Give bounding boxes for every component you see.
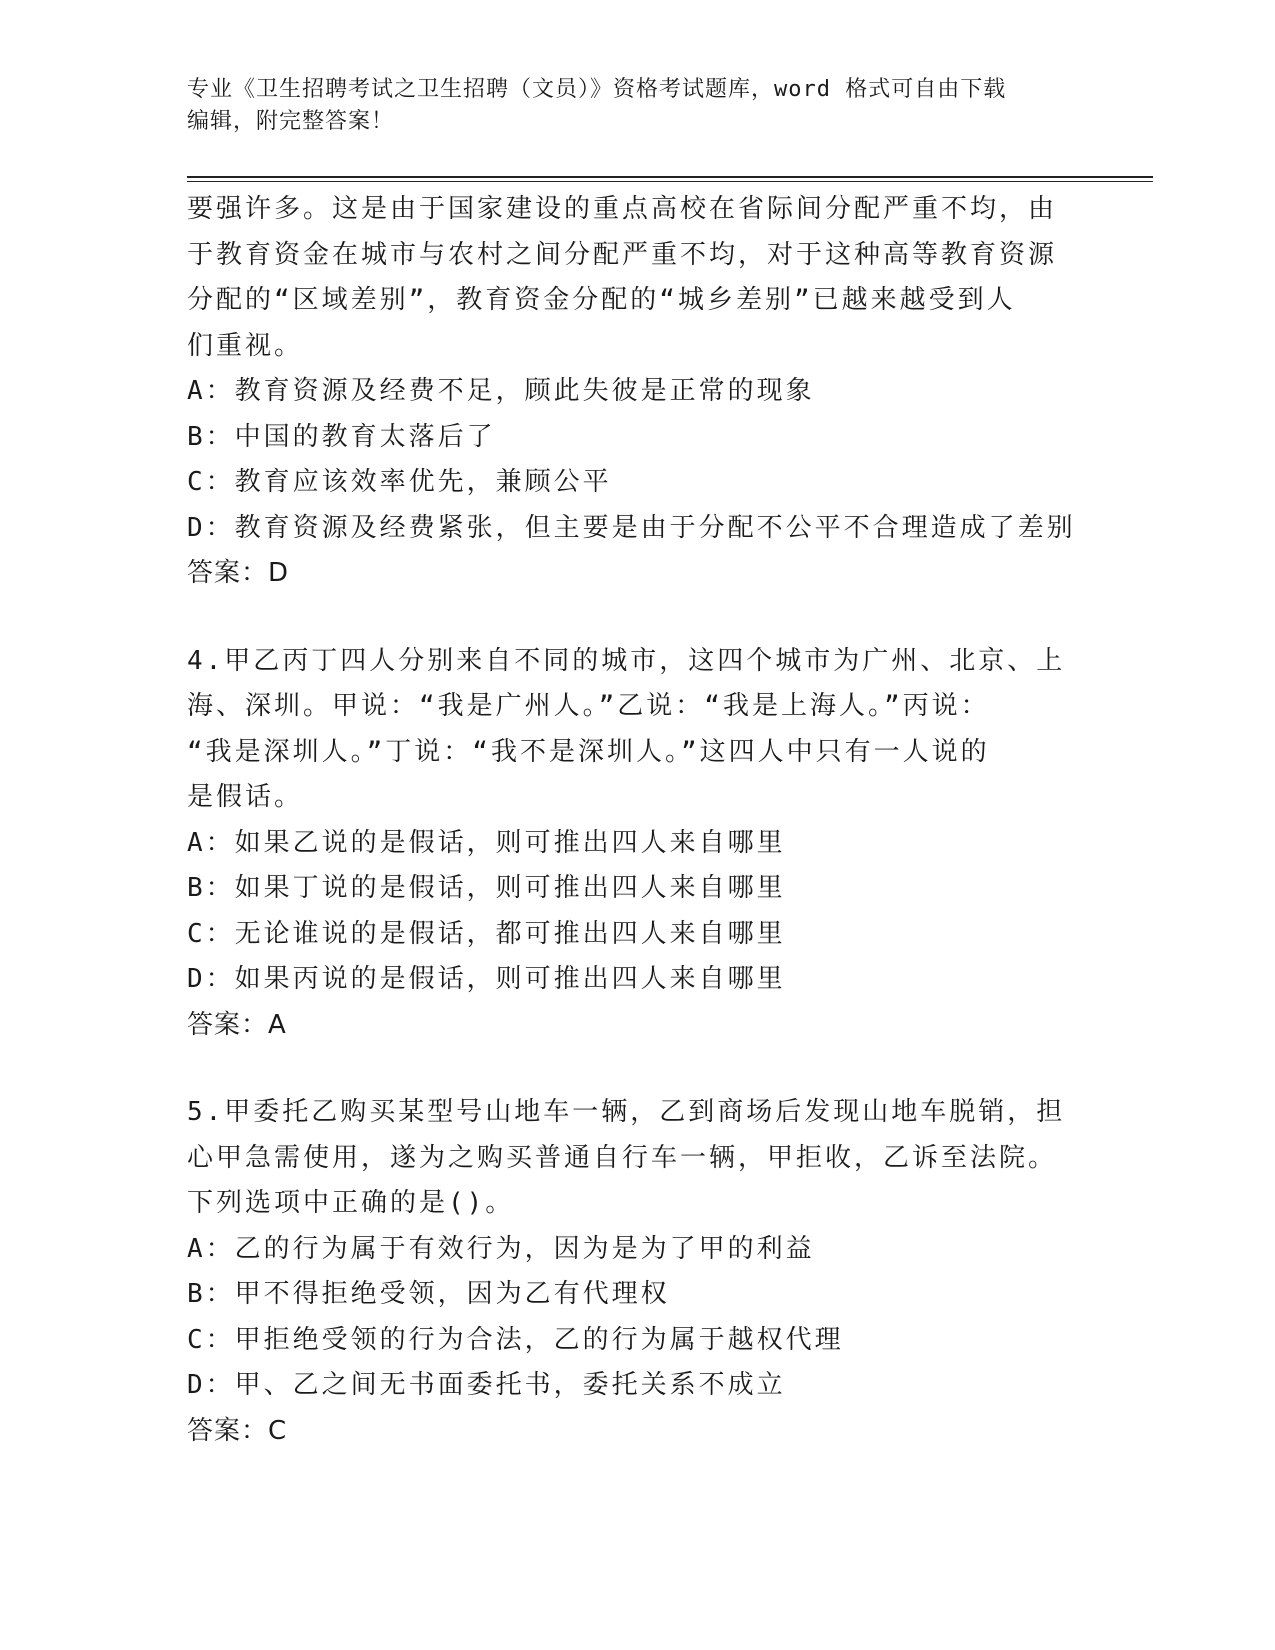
option-c: C：无论谁说的是假话，都可推出四人来自哪里 [187, 918, 786, 949]
spacer [187, 1048, 1067, 1090]
header-divider [187, 176, 1153, 182]
question-stem-line: 海、深圳。甲说：“我是广州人。”乙说：“我是上海人。”丙说： [187, 691, 990, 721]
header-line: 专业《卫生招聘考试之卫生招聘（文员）》资格考试题库，word 格式可自由下载 [187, 77, 1007, 102]
question-stem-line: 要强许多。这是由于国家建设的重点高校在省际间分配严重不均，由 [187, 194, 1058, 224]
question-stem-line: 是假话。 [187, 782, 304, 812]
header-line: 编辑，附完整答案！ [187, 109, 395, 134]
answer-label: 答案：D [187, 558, 290, 588]
option-d: D：教育资源及经费紧张，但主要是由于分配不公平不合理造成了差别 [187, 512, 1076, 543]
question-block [187, 1090, 1067, 1454]
option-a: A：教育资源及经费不足，顾此失彼是正常的现象 [187, 376, 815, 406]
answer-label: 答案：A [187, 1009, 287, 1040]
option-a: A：如果乙说的是假话，则可推出四人来自哪里 [187, 827, 786, 858]
question-block [187, 639, 1067, 1049]
question-stem-line: 们重视。 [187, 330, 304, 361]
option-c: C：教育应该效率优先，兼顾公平 [187, 467, 612, 497]
question-stem-line: 分配的“区域差别”，教育资金分配的“城乡差别”已越来越受到人 [187, 285, 1016, 315]
question-stem-line: “我是深圳人。”丁说：“我不是深圳人。”这四人中只有一人说的 [187, 736, 990, 767]
question-stem-line: 于教育资金在城市与农村之间分配严重不均，对于这种高等教育资源 [187, 239, 1058, 270]
option-b: B：如果丁说的是假话，则可推出四人来自哪里 [187, 873, 786, 903]
answer-label: 答案：C [187, 1415, 288, 1446]
page-header [187, 74, 1067, 138]
document-body [187, 187, 1076, 1454]
option-d: D：如果丙说的是假话，则可推出四人来自哪里 [187, 964, 786, 994]
question-stem-line: 下列选项中正确的是()。 [187, 1188, 515, 1218]
question-stem-line: 心甲急需使用，遂为之购买普通自行车一辆，甲拒收，乙诉至法院。 [187, 1142, 1058, 1173]
option-c: C：甲拒绝受领的行为合法，乙的行为属于越权代理 [187, 1324, 844, 1355]
question-stem-line: 5.甲委托乙购买某型号山地车一辆，乙到商场后发现山地车脱销，担 [187, 1097, 1066, 1127]
option-b: B：甲不得拒绝受领，因为乙有代理权 [187, 1279, 670, 1309]
question-stem-line: 4.甲乙丙丁四人分别来自不同的城市，这四个城市为广州、北京、上 [187, 645, 1066, 676]
spacer [187, 597, 1067, 639]
option-a: A：乙的行为属于有效行为，因为是为了甲的利益 [187, 1233, 815, 1264]
question-block [187, 187, 1076, 597]
option-d: D：甲、乙之间无书面委托书，委托关系不成立 [187, 1370, 786, 1400]
option-b: B：中国的教育太落后了 [187, 421, 496, 452]
